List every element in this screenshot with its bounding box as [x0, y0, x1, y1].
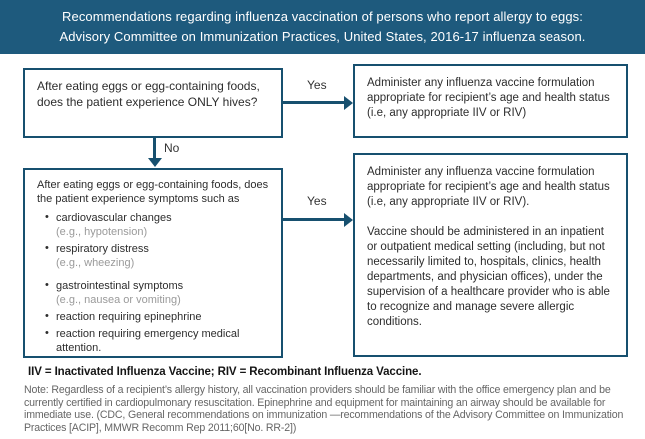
arrow-right-icon	[344, 213, 353, 227]
abbreviation-key: IIV = Inactivated Influenza Vaccine; RIV = Recombinant Influenza Vaccine.	[28, 366, 422, 378]
arrow-yes-1-line	[283, 101, 344, 104]
symptom-example: (e.g., wheezing)	[56, 257, 135, 269]
header-banner	[0, 0, 645, 54]
symptom-item-cardiovascular: • cardiovascular changes (e.g., hypotension)	[45, 211, 269, 239]
symptom-list	[45, 211, 269, 355]
symptom-item-emergency: • reaction requiring emergency medical attention.	[45, 327, 269, 355]
symptom-example: (e.g., nausea or vomiting)	[56, 294, 181, 306]
arrow-down-icon	[148, 158, 162, 167]
arrow-no-line	[153, 138, 156, 159]
symptom-example: (e.g., hypotension)	[56, 226, 148, 238]
decision-text-only-hives: After eating eggs or egg-containing foods, does the patient experience ONLY hives?	[37, 79, 260, 109]
footnote: Note: Regardless of a recipient’s allergy history, all vaccination providers should be familiar with the office emergency plan and be currently certified in cardiopulmonary resuscitation. Epinephrine and equipment for maintaining an airway should be available for immediate use. (CDC, General recommendations on immunization —recommendations of the Advisory Committee on Immunization Practices [ACIP], MMWR Recomm Rep 2011;60[No. RR-2])	[24, 384, 624, 434]
header-title-line2: Advisory Committee on Immunization Practices, United States, 2016-17 influenza season.	[59, 29, 586, 44]
arrow-right-icon	[344, 96, 353, 110]
decision-box-only-hives	[23, 68, 283, 138]
yes-label-2: Yes	[307, 194, 327, 208]
outcome-box-supervised-setting	[353, 153, 628, 357]
header-title-line1: Recommendations regarding influenza vaccination of persons who report allergy to eggs:	[62, 9, 583, 24]
symptom-item-respiratory: • respiratory distress (e.g., wheezing)	[45, 242, 269, 270]
decision-box-severe-symptoms	[23, 168, 283, 358]
arrow-yes-2-line	[283, 218, 344, 221]
outcome-box-any-formulation	[353, 64, 628, 138]
decision-text-severe-symptoms: After eating eggs or egg-containing foods, does the patient experience symptoms such as	[37, 179, 269, 205]
outcome-text-any-formulation: Administer any influenza vaccine formulation appropriate for recipient’s age and health status (i.e, any appropriate IIV or RIV)	[367, 77, 610, 119]
symptom-item-gastrointestinal: • gastrointestinal symptoms (e.g., nausea or vomiting)	[45, 279, 269, 307]
outcome-text-formulation: Administer any influenza vaccine formulation appropriate for recipient’s age and health status (i.e, any appropriate IIV or RIV).	[367, 166, 610, 208]
outcome-text-setting: Vaccine should be administered in an inpatient or outpatient medical setting (including, but not necessarily limited to, hospitals, clinics, health departments, and physician offices), under the supervision of a healthcare provider who is able to recognize and manage severe allergic conditions.	[367, 226, 610, 328]
symptom-item-epinephrine: • reaction requiring epinephrine	[45, 310, 269, 324]
no-label-1: No	[164, 141, 180, 155]
yes-label-1: Yes	[307, 78, 327, 92]
